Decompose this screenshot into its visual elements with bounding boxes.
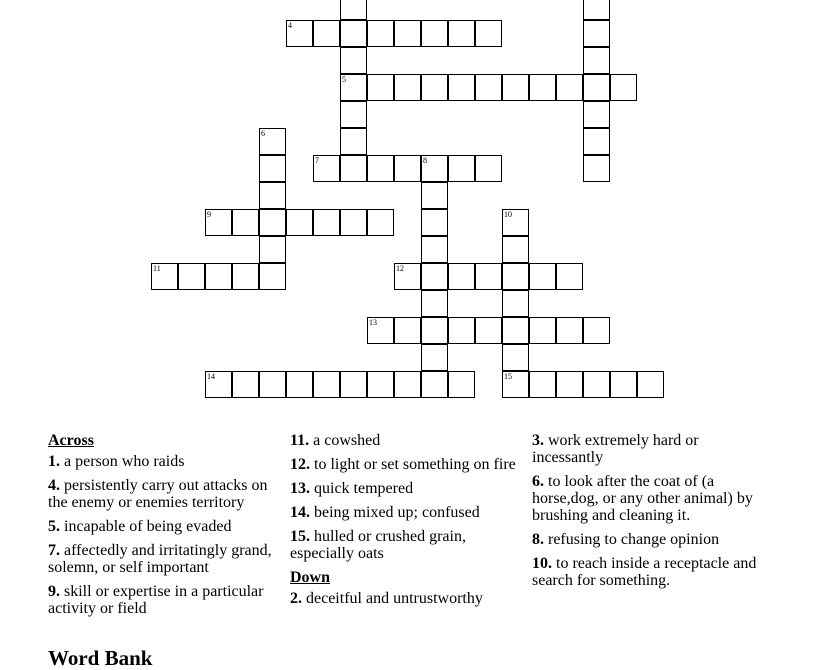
clue-item <box>290 480 526 497</box>
clue-number: 13. <box>290 480 310 497</box>
grid-cell[interactable] <box>367 371 394 398</box>
cell-number: 10 <box>504 210 512 219</box>
grid-cell[interactable] <box>340 74 367 101</box>
clue-item <box>290 456 526 473</box>
grid-cell[interactable] <box>286 371 313 398</box>
grid-cell[interactable] <box>529 263 556 290</box>
grid-cell[interactable] <box>502 263 529 290</box>
clue-number: 14. <box>290 504 310 521</box>
cell-number: 15 <box>504 372 512 381</box>
across-heading: Across <box>48 432 94 449</box>
grid-cell[interactable] <box>259 263 286 290</box>
grid-cell[interactable] <box>340 101 367 128</box>
grid-cell[interactable] <box>583 101 610 128</box>
grid-cell[interactable] <box>394 263 421 290</box>
clue-item <box>532 473 768 524</box>
grid-cell[interactable] <box>448 155 475 182</box>
grid-cell[interactable] <box>502 290 529 317</box>
grid-cell[interactable] <box>313 155 340 182</box>
grid-cell[interactable] <box>637 371 664 398</box>
cell-number: 13 <box>369 318 377 327</box>
clue-item <box>290 528 526 562</box>
grid-cell[interactable] <box>502 371 529 398</box>
grid-cell[interactable] <box>421 344 448 371</box>
clue-item <box>290 432 526 449</box>
clue-item <box>532 432 768 466</box>
grid-cell[interactable] <box>529 317 556 344</box>
grid-cell[interactable] <box>448 263 475 290</box>
cell-number: 9 <box>207 210 211 219</box>
grid-cell[interactable] <box>340 0 367 20</box>
clue-item <box>290 504 526 521</box>
clue-item <box>48 477 284 511</box>
grid-cell[interactable] <box>394 20 421 47</box>
grid-cell[interactable] <box>556 371 583 398</box>
clue-number: 9. <box>48 583 60 600</box>
grid-cell[interactable] <box>205 263 232 290</box>
clue-number: 10. <box>532 555 552 572</box>
grid-cell[interactable] <box>421 371 448 398</box>
grid-cell[interactable] <box>259 236 286 263</box>
grid-cell[interactable] <box>502 344 529 371</box>
cell-number: 5 <box>342 75 346 84</box>
cell-number: 11 <box>153 264 161 273</box>
clues-column-1 <box>48 432 284 624</box>
grid-cell[interactable] <box>286 20 313 47</box>
clue-text: skill or expertise in a particular activity or field <box>48 583 264 617</box>
grid-cell[interactable] <box>151 263 178 290</box>
grid-cell[interactable] <box>475 20 502 47</box>
clue-text: persistently carry out attacks on the enemy or enemies territory <box>48 477 268 511</box>
grid-cell[interactable] <box>286 209 313 236</box>
clue-text: to reach inside a receptacle and search for something. <box>532 555 757 589</box>
cell-number: 8 <box>423 156 427 165</box>
grid-cell[interactable] <box>583 47 610 74</box>
grid-cell[interactable] <box>448 74 475 101</box>
grid-cell[interactable] <box>367 20 394 47</box>
grid-cell[interactable] <box>421 74 448 101</box>
grid-cell[interactable] <box>340 20 367 47</box>
clue-text: to light or set something on fire <box>314 456 516 473</box>
grid-cell[interactable] <box>448 317 475 344</box>
cell-number: 12 <box>396 264 404 273</box>
grid-cell[interactable] <box>610 74 637 101</box>
grid-cell[interactable] <box>475 263 502 290</box>
clue-text: work extremely hard or incessantly <box>532 432 699 466</box>
clue-item <box>48 518 284 535</box>
clues-column-2 <box>290 432 526 614</box>
clue-text: to look after the coat of (a horse,dog, or any other animal) by brushing and cleaning it. <box>532 473 753 524</box>
grid-cell[interactable] <box>448 20 475 47</box>
clue-number: 5. <box>48 518 60 535</box>
cell-number: 6 <box>261 129 265 138</box>
clue-text: hulled or crushed grain, especially oats <box>290 528 466 562</box>
grid-cell[interactable] <box>583 0 610 20</box>
grid-cell[interactable] <box>205 209 232 236</box>
grid-cell[interactable] <box>367 74 394 101</box>
grid-cell[interactable] <box>583 128 610 155</box>
grid-cell[interactable] <box>421 290 448 317</box>
clue-item <box>532 531 768 548</box>
clue-item <box>290 590 526 607</box>
grid-cell[interactable] <box>313 20 340 47</box>
grid-cell[interactable] <box>313 209 340 236</box>
grid-cell[interactable] <box>583 155 610 182</box>
grid-cell[interactable] <box>259 182 286 209</box>
clue-text: a person who raids <box>64 453 185 470</box>
clue-number: 12. <box>290 456 310 473</box>
clue-text: incapable of being evaded <box>64 518 232 535</box>
clue-number: 8. <box>532 531 544 548</box>
clues-column-3 <box>532 432 768 596</box>
grid-cell[interactable] <box>394 74 421 101</box>
grid-cell[interactable] <box>259 128 286 155</box>
clue-item <box>48 453 284 470</box>
grid-cell[interactable] <box>340 371 367 398</box>
grid-cell[interactable] <box>340 155 367 182</box>
grid-cell[interactable] <box>421 155 448 182</box>
cell-number: 4 <box>288 21 292 30</box>
grid-cell[interactable] <box>448 371 475 398</box>
grid-cell[interactable] <box>205 371 232 398</box>
grid-cell[interactable] <box>583 317 610 344</box>
grid-cell[interactable] <box>475 317 502 344</box>
grid-cell[interactable] <box>529 371 556 398</box>
grid-cell[interactable] <box>367 317 394 344</box>
grid-cell[interactable] <box>340 128 367 155</box>
grid-cell[interactable] <box>394 371 421 398</box>
grid-cell[interactable] <box>367 209 394 236</box>
grid-cell[interactable] <box>421 209 448 236</box>
grid-cell[interactable] <box>340 47 367 74</box>
clue-text: deceitful and untrustworthy <box>306 590 483 607</box>
grid-cell[interactable] <box>367 155 394 182</box>
grid-cell[interactable] <box>502 74 529 101</box>
grid-cell[interactable] <box>583 74 610 101</box>
clue-number: 2. <box>290 590 302 607</box>
grid-cell[interactable] <box>232 263 259 290</box>
grid-cell[interactable] <box>556 263 583 290</box>
grid-cell[interactable] <box>232 209 259 236</box>
grid-cell[interactable] <box>556 317 583 344</box>
grid-cell[interactable] <box>421 317 448 344</box>
cell-number: 7 <box>315 156 319 165</box>
grid-cell[interactable] <box>583 20 610 47</box>
clue-number: 15. <box>290 528 310 545</box>
cell-number: 14 <box>207 372 215 381</box>
grid-cell[interactable] <box>178 263 205 290</box>
clue-text: being mixed up; confused <box>314 504 480 521</box>
clue-text: a cowshed <box>313 432 381 449</box>
grid-cell[interactable] <box>421 20 448 47</box>
grid-cell[interactable] <box>502 209 529 236</box>
grid-cell[interactable] <box>259 209 286 236</box>
grid-cell[interactable] <box>394 317 421 344</box>
down-heading: Down <box>290 569 331 586</box>
grid-cell[interactable] <box>502 317 529 344</box>
grid-cell[interactable] <box>340 209 367 236</box>
grid-cell[interactable] <box>529 74 556 101</box>
grid-cell[interactable] <box>556 74 583 101</box>
word-bank-title: Word Bank <box>48 646 153 670</box>
grid-cell[interactable] <box>259 371 286 398</box>
grid-cell[interactable] <box>394 155 421 182</box>
clue-number: 4. <box>48 477 60 494</box>
clue-number: 6. <box>532 473 544 490</box>
clue-number: 7. <box>48 542 60 559</box>
grid-cell[interactable] <box>583 371 610 398</box>
clue-item <box>532 555 768 589</box>
grid-cell[interactable] <box>421 182 448 209</box>
clue-text: refusing to change opinion <box>548 531 720 548</box>
clue-item <box>48 542 284 576</box>
clue-text: affectedly and irritatingly grand, solemn, or self important <box>48 542 272 576</box>
grid-cell[interactable] <box>502 236 529 263</box>
clue-number: 3. <box>532 432 544 449</box>
clue-number: 1. <box>48 453 60 470</box>
grid-cell[interactable] <box>610 371 637 398</box>
clue-item <box>48 583 284 617</box>
grid-cell[interactable] <box>475 155 502 182</box>
clue-number: 11. <box>290 432 310 449</box>
grid-cell[interactable] <box>232 371 259 398</box>
grid-cell[interactable] <box>475 74 502 101</box>
grid-cell[interactable] <box>421 263 448 290</box>
clue-text: quick tempered <box>314 480 414 497</box>
grid-cell[interactable] <box>421 236 448 263</box>
grid-cell[interactable] <box>259 155 286 182</box>
grid-cell[interactable] <box>313 371 340 398</box>
